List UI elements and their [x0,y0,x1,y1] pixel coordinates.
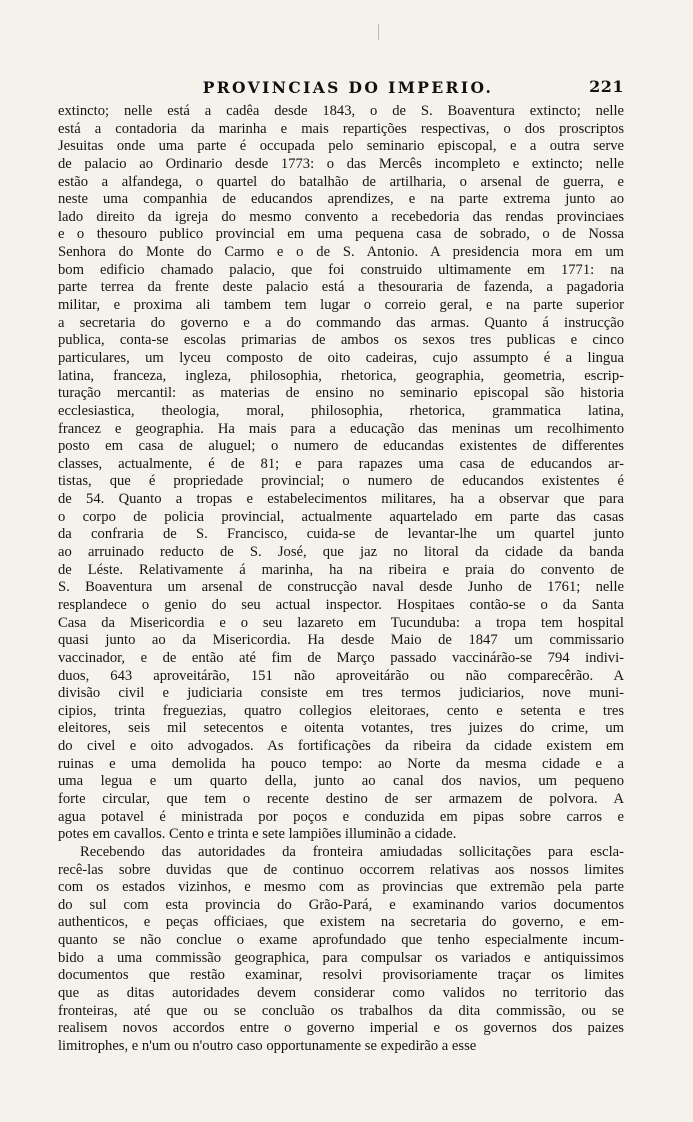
text-line: forte circular, que tem o recente destino de ser armazem de polvora. A [58,790,624,807]
page-number: 221 [589,77,624,96]
text-line: potes em cavallos. Cento e trinta e sete lampiões illuminão a cidade. [58,826,457,843]
text-line: ruinas e uma demolida ha pouco tempo: ao Norte da mesma cidade e a [58,755,624,772]
text-line: e o thesouro publico provincial em uma pequena casa de sobrado, o de Nossa [58,226,624,243]
text-line: documentos que restão examinar, resolvi provisoriamente traçar os limites [58,967,624,984]
text-line: agua potavel é ministrada por poços e conduzida em pipas sobre carros e [58,808,624,825]
text-line: cipios, trinta freguezias, quatro collegios eleitoraes, cento e setenta e tres [58,702,624,719]
text-line: da confraria de S. Francisco, cuida-se de levantar-lhe um quartel junto [58,526,624,543]
text-line: de Léste. Relativamente á marinha, ha na ribeira e praia do convento de [58,561,624,578]
text-line: extincto; nelle está a cadêa desde 1843, o de S. Boaventura extincto; nelle [58,103,624,119]
text-line: o corpo de policia provincial, actualmente aquartelado em parte das casas [58,508,624,525]
text-line: quanto se não conclue o exame aprofundado que tenho especialmente incum- [58,932,624,949]
text-line: uma legua e um quarto della, junto ao canal dos navios, um pequeno [58,773,624,790]
text-line: turação mercantil: as materias de ensino no seminario episcopal são historia [58,385,624,402]
page-header [58,78,624,102]
text-line: que as ditas autoridades devem considerar como validos no territorio das [58,985,624,1002]
text-line: francez e geographia. Ha mais para a educação das meninas um recolhimento [58,420,624,437]
text-line: lado direito da igreja do mesmo convento a recebedoria das rendas provinciaes [58,208,624,225]
text-line: S. Boaventura um arsenal de construcção naval desde Junho de 1761; nelle [58,579,624,596]
text-line: classes, actualmente, é de 81; e para rapazes uma casa de educandos ar- [58,455,624,472]
text-line: de palacio ao Ordinario desde 1773: o das Mercês incompleto e extincto; nelle [58,155,624,172]
text-line: do sul com esta provincia do Grão-Pará, e examinando varios documentos [58,896,624,913]
text-line: resplandece o genio do seu actual inspector. Hospitaes contão-se o da Santa [58,596,624,613]
text-line: latina, franceza, ingleza, philosophia, rhetorica, geographia, geometria, escrip- [58,367,624,384]
text-line: do civel e oito advogados. As fortificações da ribeira da cidade existem em [58,738,624,755]
print-speck [378,24,379,40]
text-line: neste uma companhia de educandos aprendizes, e na parte extrema junto ao [58,191,624,208]
text-line: Casa da Misericordia e o seu lazareto em Tucunduba: a tropa tem hospital [58,614,624,631]
running-title: PROVINCIAS DO IMPERIO. [202,78,494,97]
body-text [58,103,624,1056]
text-line: ecclesiastica, theologia, moral, philosophia, rhetorica, grammatica latina, [58,402,624,419]
text-line: está a contadoria da marinha e mais repartições respectivas, o dos proscriptos [58,120,624,137]
text-line: estão a alfandega, o quartel do batalhão de artilharia, o arsenal de guerra, e [58,173,624,190]
text-line: parte terrea da frente deste palacio está a thesouraria de fazenda, a pagadoria [58,279,624,296]
paragraph [58,844,624,1056]
text-line: recê-las sobre duvidas que de continuo occorrem relativas aos nossos limites [58,861,624,878]
text-line: quasi junto ao da Misericordia. Ha desde Maio de 1847 um commissario [58,632,624,649]
text-line: militar, e proxima ali tambem tem lugar o correio geral, e na parte superior [58,297,624,314]
text-line: a secretaria do governo e a do commando das armas. Quanto á instrucção [58,314,624,331]
paragraph [58,103,624,844]
text-line: bom edificio chamado palacio, que foi construido ultimamente em 1771: na [58,261,624,278]
text-line: Jesuitas onde uma parte é occupada pelo seminario episcopal, e a outra serve [58,138,624,155]
text-line: realisem novos accordos entre o governo imperial e os governos dos paizes [58,1020,624,1037]
text-line: publica, conta-se escolas primarias de ambos os sexos tres publicas e cinco [58,332,624,349]
text-line: com os estados vizinhos, e mesmo com as provincias que extremão pela parte [58,879,624,896]
text-line: bido a uma commissão geographica, para compulsar os variados e antiquissimos [58,949,624,966]
text-line: Senhora do Monte do Carmo e o de S. Antonio. A presidencia mora em um [58,244,624,261]
text-line: eleitores, seis mil setecentos e oitenta votantes, tres juizes do crime, um [58,720,624,737]
text-line: Recebendo das autoridades da fronteira amiudadas sollicitações para escla- [80,843,624,860]
text-line: limitrophes, e n'um ou n'outro caso opportunamente se expedirão a esse [58,1037,477,1054]
text-line: tistas, que é propriedade provincial; o numero de educandos existentes é [58,473,624,490]
text-line: particulares, um lyceu composto de oito cadeiras, cujo assumpto é a lingua [58,349,624,366]
text-line: fronteiras, até que ou se concluão os trabalhos da dita commissão, ou se [58,1002,624,1019]
text-line: de 54. Quanto a tropas e estabelecimentos militares, ha a observar que para [58,491,624,508]
text-line: divisão civil e judiciaria consiste em tres termos judiciarios, nove muni- [58,685,624,702]
text-line: posto em casa de aluguel; o numero de educandas existentes de differentes [58,438,624,455]
text-line: duos, 643 aproveitárão, 151 não aproveitárão ou não comparecêrão. A [58,667,624,684]
text-line: ao arruinado reducto de S. José, que jaz no litoral da cidade da banda [58,544,624,561]
text-line: vaccinador, e de então até fim de Março passado vaccinárão-se 794 indivi- [58,649,624,666]
text-line: authenticos, e peças officiaes, que existem na secretaria do governo, e em- [58,914,624,931]
